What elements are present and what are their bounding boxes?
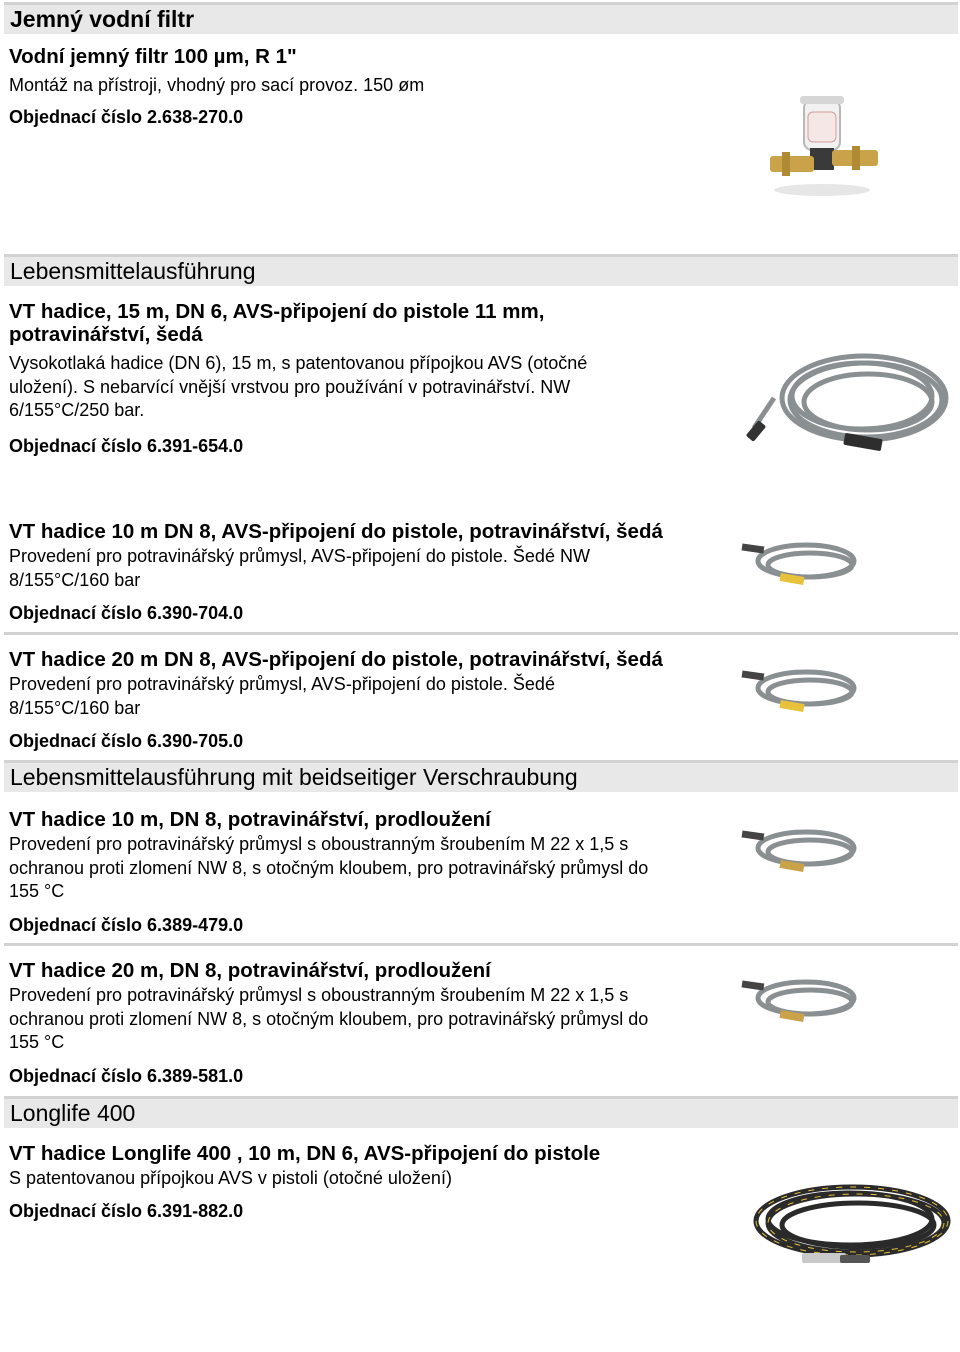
- section-header-longlife: [4, 1096, 958, 1128]
- hose-image: [740, 972, 860, 1027]
- section-title: Lebensmittelausführung: [10, 258, 256, 284]
- product-description: Provedení pro potravinářský průmysl, AVS-připojení do pistole. Šedé NW 8/155°C/160 bar: [9, 546, 590, 590]
- product-title: VT hadice 10 m DN 8, AVS-připojení do pistole, potravinářství, šedá: [9, 520, 663, 543]
- order-number: Objednací číslo 6.390-704.0: [9, 603, 244, 623]
- product-title: VT hadice 20 m, DN 8, potravinářství, prodloužení: [9, 959, 491, 982]
- section-header-lebensmittel: [4, 254, 958, 286]
- divider: [4, 632, 958, 635]
- section-title: Longlife 400: [10, 1100, 136, 1126]
- product-description: Provedení pro potravinářský průmysl s oboustranným šroubením M 22 x 1,5 s ochranou proti zlomení NW 8, s otočným kloubem, pro potravinářský průmysl do 155 °C: [9, 985, 649, 1052]
- order-number: Objednací číslo 6.389-479.0: [9, 915, 244, 935]
- hose-image: [744, 340, 954, 465]
- section-title: Jemný vodní filtr: [10, 6, 195, 32]
- section-title: Lebensmittelausführung mit beidseitiger Verschraubung: [10, 764, 578, 790]
- hose-image: [740, 1175, 958, 1270]
- order-number: Objednací číslo 6.390-705.0: [9, 731, 244, 751]
- section-header-verschraubung: [4, 760, 958, 792]
- product-title: VT hadice, 15 m, DN 6, AVS-připojení do pistole 11 mm, potravinářství, šedá: [9, 300, 545, 346]
- product-title: VT hadice Longlife 400 , 10 m, DN 6, AVS-připojení do pistole: [9, 1142, 601, 1165]
- product-title: VT hadice 10 m, DN 8, potravinářství, prodloužení: [9, 808, 491, 831]
- order-number: Objednací číslo 6.389-581.0: [9, 1066, 244, 1086]
- product-description: Vysokotlaká hadice (DN 6), 15 m, s patentovanou přípojkou AVS (otočné uložení). S nebarvící vnější vrstvou pro používání v potravinářství. NW 6/155°C/250 bar.: [9, 353, 588, 420]
- hose-image: [740, 535, 860, 590]
- order-number: Objednací číslo 2.638-270.0: [9, 107, 244, 127]
- order-number: Objednací číslo 6.391-882.0: [9, 1201, 244, 1221]
- order-number: Objednací číslo 6.391-654.0: [9, 436, 244, 456]
- product-description: Montáž na přístroji, vhodný pro sací provoz. 150 øm: [9, 75, 425, 95]
- hose-image: [740, 822, 860, 877]
- product-description: Provedení pro potravinářský průmysl, AVS-připojení do pistole. Šedé 8/155°C/160 bar: [9, 674, 555, 718]
- divider: [4, 943, 958, 946]
- product-title: Vodní jemný filtr 100 µm, R 1": [9, 45, 297, 68]
- product-description: Provedení pro potravinářský průmysl s oboustranným šroubením M 22 x 1,5 s ochranou proti zlomení NW 8, s otočným kloubem, pro potravinářský průmysl do 155 °C: [9, 834, 649, 901]
- hose-image: [740, 662, 860, 717]
- product-title: VT hadice 20 m DN 8, AVS-připojení do pistole, potravinářství, šedá: [9, 648, 663, 671]
- water-filter-image: [760, 90, 890, 200]
- product-description: S patentovanou přípojkou AVS v pistoli (otočné uložení): [9, 1168, 452, 1188]
- section-header-jemny-filtr: [4, 2, 958, 34]
